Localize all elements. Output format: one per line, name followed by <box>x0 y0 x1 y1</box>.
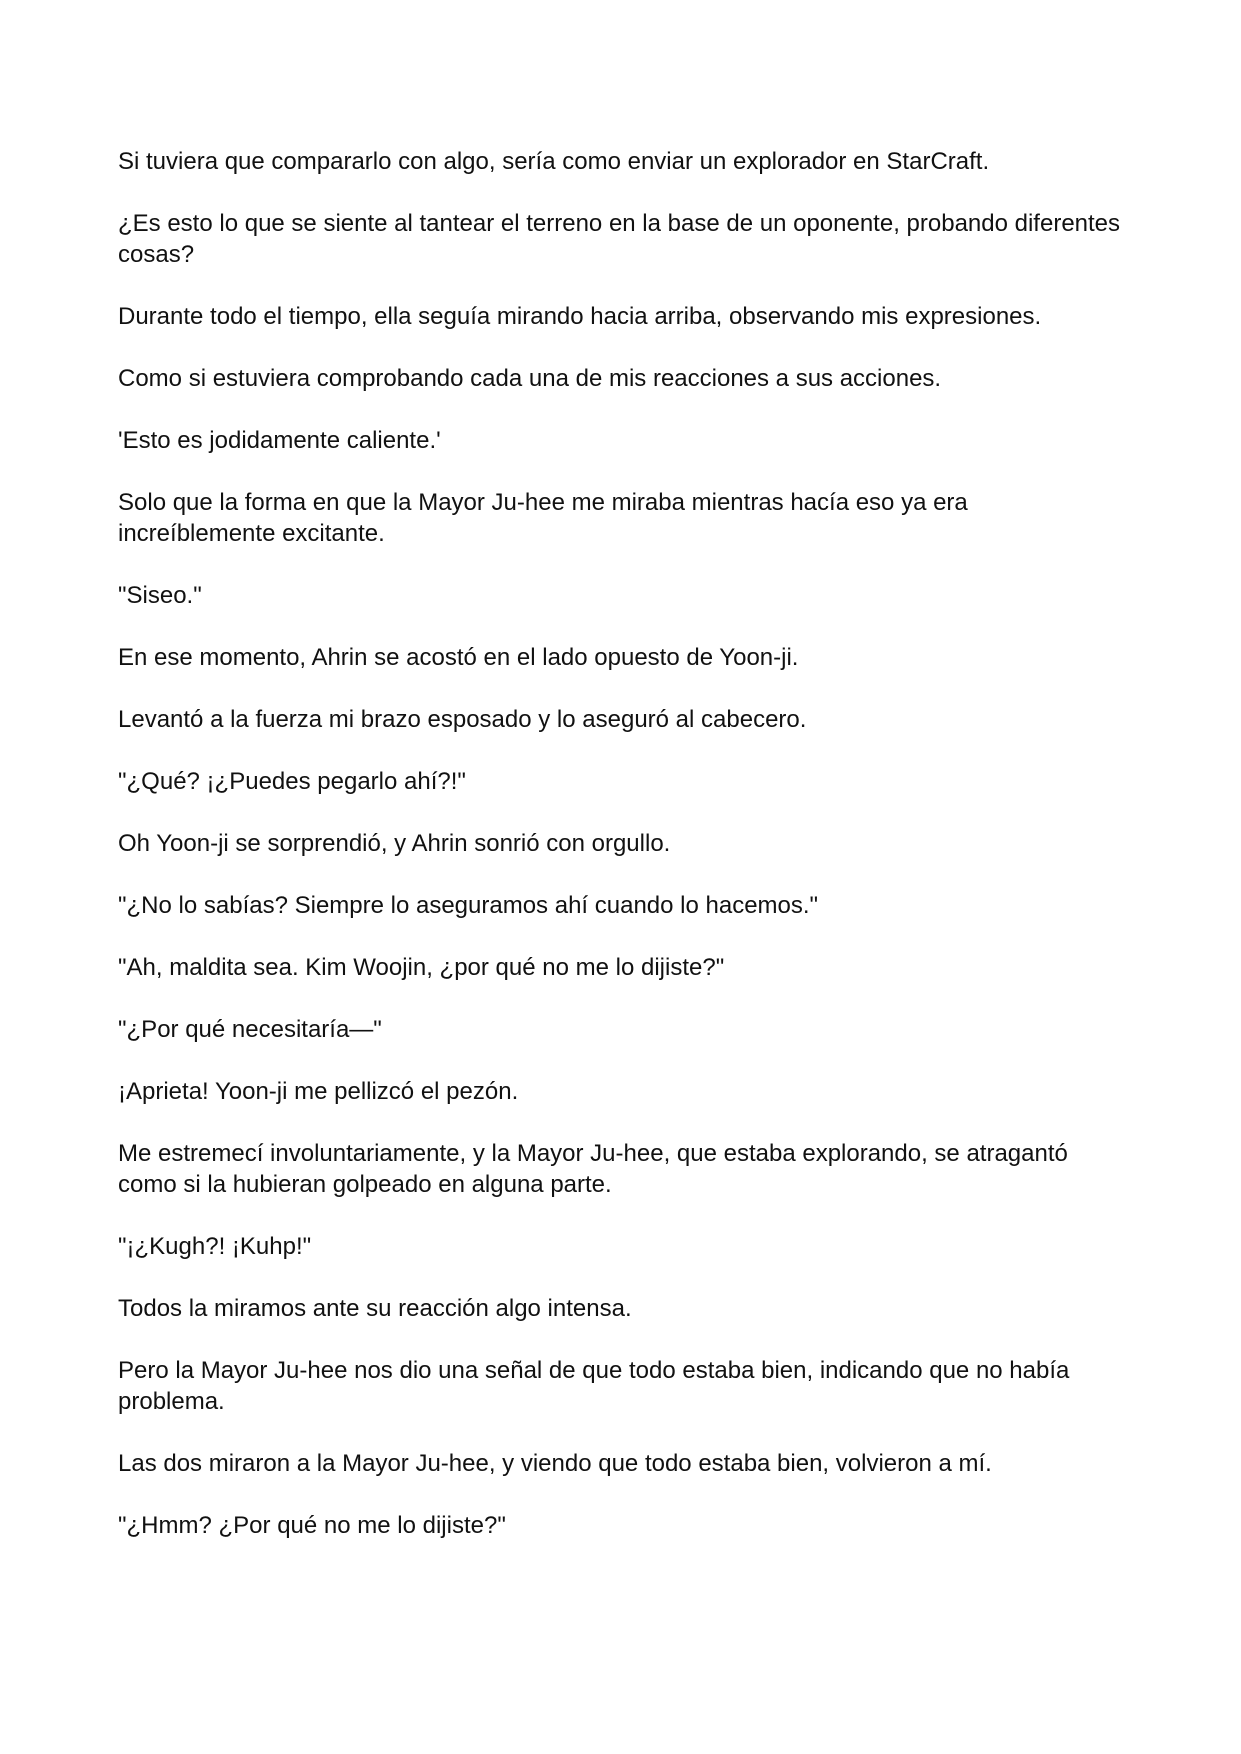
paragraph: Si tuviera que compararlo con algo, sería como enviar un explorador en StarCraft. <box>118 148 990 175</box>
paragraph: Me estremecí involuntariamente, y la Mayor Ju-hee, que estaba explorando, se atragantó como si la hubieran golpeado en alguna parte. <box>118 1140 1068 1198</box>
paragraph: Durante todo el tiempo, ella seguía mirando hacia arriba, observando mis expresiones. <box>118 303 1042 330</box>
paragraph: ¡Aprieta! Yoon-ji me pellizcó el pezón. <box>118 1078 519 1105</box>
paragraph: "¿Por qué necesitaría—" <box>118 1016 382 1043</box>
paragraph: Levantó a la fuerza mi brazo esposado y lo aseguró al cabecero. <box>118 706 807 733</box>
paragraph: En ese momento, Ahrin se acostó en el lado opuesto de Yoon-ji. <box>118 644 799 671</box>
paragraph: "¿Hmm? ¿Por qué no me lo dijiste?" <box>118 1512 506 1539</box>
paragraph: 'Esto es jodidamente caliente.' <box>118 427 441 454</box>
paragraph: "¿Qué? ¡¿Puedes pegarlo ahí?!" <box>118 768 466 795</box>
paragraph: "¡¿Kugh?! ¡Kuhp!" <box>118 1233 312 1260</box>
document-body <box>118 146 1128 1572</box>
paragraph: Solo que la forma en que la Mayor Ju-hee me miraba mientras hacía eso ya era increíblemente excitante. <box>118 489 968 547</box>
paragraph: Como si estuviera comprobando cada una de mis reacciones a sus acciones. <box>118 365 942 392</box>
paragraph: Todos la miramos ante su reacción algo intensa. <box>118 1295 632 1322</box>
paragraph: Las dos miraron a la Mayor Ju-hee, y viendo que todo estaba bien, volvieron a mí. <box>118 1450 992 1477</box>
paragraph: Pero la Mayor Ju-hee nos dio una señal de que todo estaba bien, indicando que no había problema. <box>118 1357 1070 1415</box>
paragraph: "¿No lo sabías? Siempre lo aseguramos ahí cuando lo hacemos." <box>118 892 819 919</box>
paragraph: Oh Yoon-ji se sorprendió, y Ahrin sonrió con orgullo. <box>118 830 671 857</box>
paragraph: "Ah, maldita sea. Kim Woojin, ¿por qué no me lo dijiste?" <box>118 954 725 981</box>
paragraph: "Siseo." <box>118 582 202 609</box>
paragraph: ¿Es esto lo que se siente al tantear el terreno en la base de un oponente, probando diferentes cosas? <box>118 210 1121 268</box>
